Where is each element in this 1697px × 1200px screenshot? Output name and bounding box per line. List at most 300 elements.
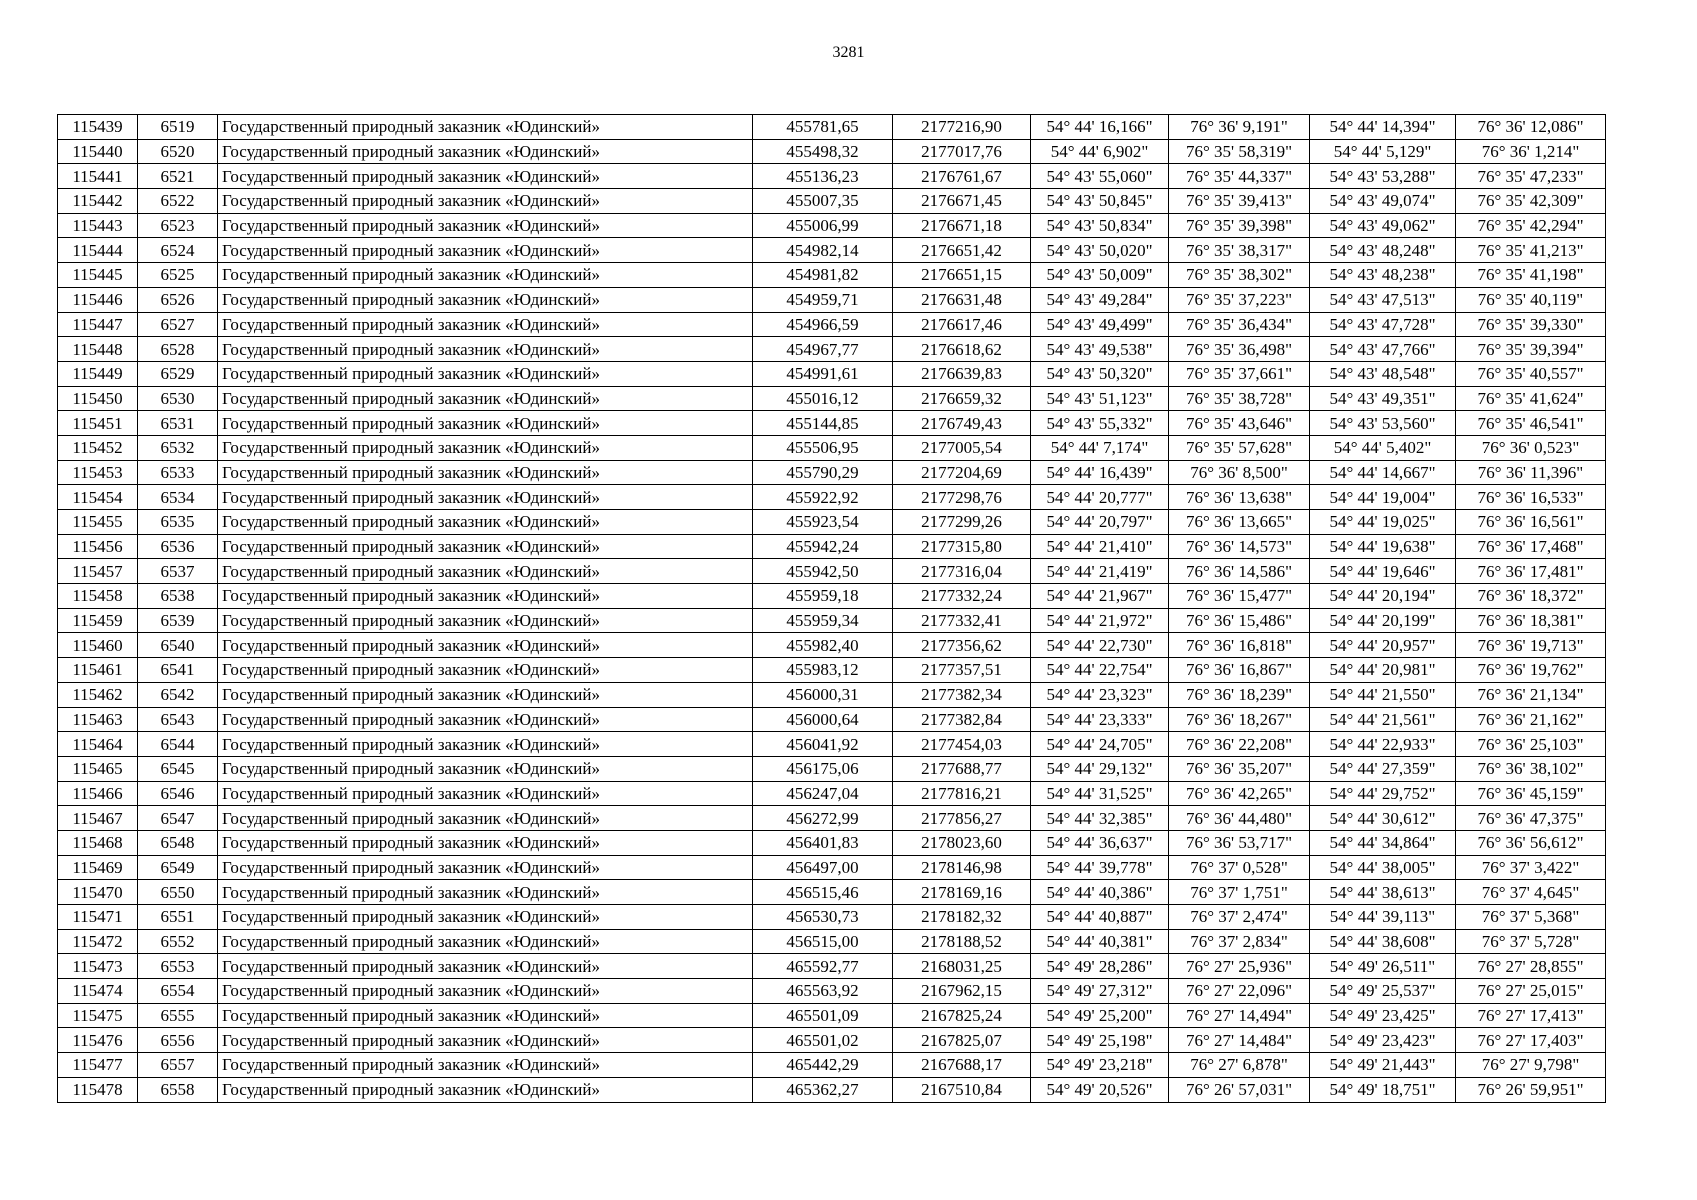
- cell-record-id: 115441: [58, 164, 138, 189]
- table-row: [58, 312, 1606, 337]
- cell-longitude-1: 76° 35' 58,319": [1169, 139, 1310, 164]
- cell-longitude-2: 76° 27' 25,015": [1456, 979, 1606, 1004]
- cell-coord-x: 455781,65: [753, 115, 893, 140]
- cell-object-name: Государственный природный заказник «Юдинский»: [218, 707, 753, 732]
- cell-coord-x: 455942,50: [753, 559, 893, 584]
- cell-coord-x: 465563,92: [753, 979, 893, 1004]
- cell-coord-y: 2167825,07: [893, 1028, 1031, 1053]
- cell-latitude-1: 54° 44' 16,166": [1031, 115, 1169, 140]
- cell-longitude-1: 76° 36' 16,867": [1169, 658, 1310, 683]
- cell-coord-y: 2177017,76: [893, 139, 1031, 164]
- cell-longitude-1: 76° 37' 2,474": [1169, 905, 1310, 930]
- cell-record-id: 115464: [58, 732, 138, 757]
- cell-longitude-1: 76° 27' 14,484": [1169, 1028, 1310, 1053]
- cell-coord-y: 2177298,76: [893, 485, 1031, 510]
- cell-coord-x: 456247,04: [753, 781, 893, 806]
- table-row: [58, 510, 1606, 535]
- cell-object-name: Государственный природный заказник «Юдинский»: [218, 485, 753, 510]
- table-row: [58, 830, 1606, 855]
- cell-object-name: Государственный природный заказник «Юдинский»: [218, 954, 753, 979]
- cell-object-name: Государственный природный заказник «Юдинский»: [218, 781, 753, 806]
- cell-latitude-1: 54° 44' 40,381": [1031, 929, 1169, 954]
- table-row: [58, 732, 1606, 757]
- cell-object-name: Государственный природный заказник «Юдинский»: [218, 608, 753, 633]
- table-row: [58, 584, 1606, 609]
- cell-object-name: Государственный природный заказник «Юдинский»: [218, 658, 753, 683]
- cell-coord-y: 2178023,60: [893, 830, 1031, 855]
- cell-coord-y: 2176659,32: [893, 386, 1031, 411]
- cell-latitude-2: 54° 43' 47,513": [1310, 287, 1456, 312]
- cell-point-number: 6549: [138, 855, 218, 880]
- cell-latitude-2: 54° 44' 19,646": [1310, 559, 1456, 584]
- cell-coord-x: 455983,12: [753, 658, 893, 683]
- cell-point-number: 6524: [138, 238, 218, 263]
- cell-record-id: 115445: [58, 263, 138, 288]
- cell-record-id: 115461: [58, 658, 138, 683]
- cell-object-name: Государственный природный заказник «Юдинский»: [218, 238, 753, 263]
- cell-latitude-2: 54° 44' 20,199": [1310, 608, 1456, 633]
- cell-point-number: 6538: [138, 584, 218, 609]
- table-row: [58, 460, 1606, 485]
- cell-latitude-2: 54° 44' 20,194": [1310, 584, 1456, 609]
- cell-latitude-1: 54° 44' 20,797": [1031, 510, 1169, 535]
- table-row: [58, 238, 1606, 263]
- cell-latitude-2: 54° 44' 29,752": [1310, 781, 1456, 806]
- cell-coord-x: 455790,29: [753, 460, 893, 485]
- cell-latitude-1: 54° 44' 22,730": [1031, 633, 1169, 658]
- cell-latitude-2: 54° 44' 22,933": [1310, 732, 1456, 757]
- cell-longitude-2: 76° 35' 42,309": [1456, 189, 1606, 214]
- cell-longitude-1: 76° 36' 18,239": [1169, 682, 1310, 707]
- cell-longitude-1: 76° 36' 42,265": [1169, 781, 1310, 806]
- cell-record-id: 115446: [58, 287, 138, 312]
- cell-latitude-1: 54° 44' 22,754": [1031, 658, 1169, 683]
- table-row: [58, 880, 1606, 905]
- cell-longitude-1: 76° 36' 53,717": [1169, 830, 1310, 855]
- cell-coord-y: 2178146,98: [893, 855, 1031, 880]
- cell-latitude-2: 54° 44' 34,864": [1310, 830, 1456, 855]
- table-row: [58, 164, 1606, 189]
- cell-point-number: 6557: [138, 1053, 218, 1078]
- table-row: [58, 954, 1606, 979]
- cell-coord-y: 2167688,17: [893, 1053, 1031, 1078]
- cell-point-number: 6550: [138, 880, 218, 905]
- table-row: [58, 559, 1606, 584]
- cell-point-number: 6535: [138, 510, 218, 535]
- page-number: 3281: [832, 44, 865, 61]
- cell-latitude-1: 54° 44' 31,525": [1031, 781, 1169, 806]
- cell-latitude-1: 54° 43' 55,060": [1031, 164, 1169, 189]
- cell-longitude-1: 76° 35' 36,434": [1169, 312, 1310, 337]
- cell-object-name: Государственный природный заказник «Юдинский»: [218, 584, 753, 609]
- cell-longitude-1: 76° 35' 44,337": [1169, 164, 1310, 189]
- cell-record-id: 115472: [58, 929, 138, 954]
- cell-longitude-1: 76° 35' 36,498": [1169, 337, 1310, 362]
- cell-latitude-2: 54° 49' 23,423": [1310, 1028, 1456, 1053]
- cell-longitude-1: 76° 27' 6,878": [1169, 1053, 1310, 1078]
- cell-latitude-1: 54° 43' 50,845": [1031, 189, 1169, 214]
- cell-coord-x: 455498,32: [753, 139, 893, 164]
- cell-coord-y: 2177454,03: [893, 732, 1031, 757]
- cell-coord-y: 2177688,77: [893, 756, 1031, 781]
- cell-latitude-2: 54° 43' 47,766": [1310, 337, 1456, 362]
- cell-longitude-1: 76° 35' 38,728": [1169, 386, 1310, 411]
- cell-record-id: 115476: [58, 1028, 138, 1053]
- cell-object-name: Государственный природный заказник «Юдинский»: [218, 1003, 753, 1028]
- cell-longitude-2: 76° 35' 39,330": [1456, 312, 1606, 337]
- cell-coord-y: 2177316,04: [893, 559, 1031, 584]
- table-row: [58, 905, 1606, 930]
- cell-latitude-1: 54° 44' 24,705": [1031, 732, 1169, 757]
- cell-point-number: 6528: [138, 337, 218, 362]
- cell-point-number: 6526: [138, 287, 218, 312]
- cell-record-id: 115475: [58, 1003, 138, 1028]
- cell-point-number: 6527: [138, 312, 218, 337]
- cell-coord-y: 2178169,16: [893, 880, 1031, 905]
- cell-point-number: 6529: [138, 361, 218, 386]
- cell-longitude-2: 76° 37' 3,422": [1456, 855, 1606, 880]
- cell-latitude-1: 54° 44' 21,410": [1031, 534, 1169, 559]
- cell-point-number: 6521: [138, 164, 218, 189]
- cell-coord-x: 455922,92: [753, 485, 893, 510]
- cell-coord-x: 456041,92: [753, 732, 893, 757]
- table-row: [58, 337, 1606, 362]
- cell-coord-x: 465362,27: [753, 1077, 893, 1102]
- cell-point-number: 6520: [138, 139, 218, 164]
- table-row: [58, 608, 1606, 633]
- cell-longitude-1: 76° 27' 14,494": [1169, 1003, 1310, 1028]
- cell-coord-y: 2176671,18: [893, 213, 1031, 238]
- cell-latitude-1: 54° 44' 40,887": [1031, 905, 1169, 930]
- cell-latitude-2: 54° 49' 23,425": [1310, 1003, 1456, 1028]
- cell-coord-y: 2177216,90: [893, 115, 1031, 140]
- cell-record-id: 115449: [58, 361, 138, 386]
- cell-point-number: 6558: [138, 1077, 218, 1102]
- cell-latitude-1: 54° 49' 23,218": [1031, 1053, 1169, 1078]
- cell-latitude-1: 54° 43' 55,332": [1031, 411, 1169, 436]
- cell-record-id: 115466: [58, 781, 138, 806]
- cell-longitude-2: 76° 36' 17,481": [1456, 559, 1606, 584]
- cell-latitude-2: 54° 44' 30,612": [1310, 806, 1456, 831]
- cell-longitude-2: 76° 35' 47,233": [1456, 164, 1606, 189]
- cell-point-number: 6537: [138, 559, 218, 584]
- cell-latitude-1: 54° 44' 16,439": [1031, 460, 1169, 485]
- cell-longitude-1: 76° 36' 13,638": [1169, 485, 1310, 510]
- cell-point-number: 6536: [138, 534, 218, 559]
- cell-point-number: 6553: [138, 954, 218, 979]
- table-row: [58, 855, 1606, 880]
- cell-coord-x: 455982,40: [753, 633, 893, 658]
- cell-longitude-2: 76° 27' 17,413": [1456, 1003, 1606, 1028]
- cell-coord-x: 455506,95: [753, 435, 893, 460]
- cell-longitude-1: 76° 26' 57,031": [1169, 1077, 1310, 1102]
- cell-point-number: 6551: [138, 905, 218, 930]
- cell-latitude-1: 54° 43' 49,284": [1031, 287, 1169, 312]
- cell-object-name: Государственный природный заказник «Юдинский»: [218, 1028, 753, 1053]
- cell-longitude-2: 76° 35' 41,213": [1456, 238, 1606, 263]
- cell-latitude-2: 54° 49' 18,751": [1310, 1077, 1456, 1102]
- table-row: [58, 979, 1606, 1004]
- cell-record-id: 115455: [58, 510, 138, 535]
- cell-longitude-2: 76° 35' 40,557": [1456, 361, 1606, 386]
- cell-coord-y: 2177356,62: [893, 633, 1031, 658]
- cell-point-number: 6540: [138, 633, 218, 658]
- cell-latitude-2: 54° 44' 5,402": [1310, 435, 1456, 460]
- cell-latitude-2: 54° 43' 48,548": [1310, 361, 1456, 386]
- cell-point-number: 6532: [138, 435, 218, 460]
- cell-point-number: 6533: [138, 460, 218, 485]
- cell-coord-y: 2176671,45: [893, 189, 1031, 214]
- cell-object-name: Государственный природный заказник «Юдинский»: [218, 559, 753, 584]
- cell-coord-y: 2177816,21: [893, 781, 1031, 806]
- cell-coord-x: 454967,77: [753, 337, 893, 362]
- cell-latitude-1: 54° 49' 25,200": [1031, 1003, 1169, 1028]
- cell-object-name: Государственный природный заказник «Юдинский»: [218, 263, 753, 288]
- cell-longitude-2: 76° 36' 38,102": [1456, 756, 1606, 781]
- table-row: [58, 633, 1606, 658]
- cell-longitude-1: 76° 27' 25,936": [1169, 954, 1310, 979]
- cell-object-name: Государственный природный заказник «Юдинский»: [218, 929, 753, 954]
- table-row: [58, 756, 1606, 781]
- cell-object-name: Государственный природный заказник «Юдинский»: [218, 806, 753, 831]
- cell-point-number: 6545: [138, 756, 218, 781]
- cell-coord-y: 2177856,27: [893, 806, 1031, 831]
- cell-coord-y: 2167825,24: [893, 1003, 1031, 1028]
- cell-object-name: Государственный природный заказник «Юдинский»: [218, 979, 753, 1004]
- cell-longitude-1: 76° 35' 57,628": [1169, 435, 1310, 460]
- table-row: [58, 707, 1606, 732]
- cell-coord-x: 456272,99: [753, 806, 893, 831]
- cell-longitude-1: 76° 35' 38,317": [1169, 238, 1310, 263]
- cell-object-name: Государственный природный заказник «Юдинский»: [218, 1077, 753, 1102]
- table-row: [58, 1053, 1606, 1078]
- cell-record-id: 115444: [58, 238, 138, 263]
- cell-coord-x: 465501,02: [753, 1028, 893, 1053]
- cell-coord-x: 455006,99: [753, 213, 893, 238]
- cell-latitude-2: 54° 44' 38,613": [1310, 880, 1456, 905]
- table-body: [58, 115, 1606, 1103]
- cell-longitude-1: 76° 36' 15,477": [1169, 584, 1310, 609]
- table-row: [58, 682, 1606, 707]
- cell-longitude-1: 76° 35' 38,302": [1169, 263, 1310, 288]
- cell-record-id: 115439: [58, 115, 138, 140]
- table-row: [58, 263, 1606, 288]
- cell-object-name: Государственный природный заказник «Юдинский»: [218, 213, 753, 238]
- cell-record-id: 115468: [58, 830, 138, 855]
- cell-latitude-1: 54° 44' 36,637": [1031, 830, 1169, 855]
- cell-coord-x: 456530,73: [753, 905, 893, 930]
- cell-latitude-1: 54° 44' 39,778": [1031, 855, 1169, 880]
- cell-record-id: 115457: [58, 559, 138, 584]
- cell-point-number: 6543: [138, 707, 218, 732]
- cell-latitude-1: 54° 43' 50,834": [1031, 213, 1169, 238]
- cell-coord-y: 2177382,34: [893, 682, 1031, 707]
- cell-record-id: 115478: [58, 1077, 138, 1102]
- table-row: [58, 139, 1606, 164]
- cell-point-number: 6522: [138, 189, 218, 214]
- cell-longitude-2: 76° 36' 1,214": [1456, 139, 1606, 164]
- cell-latitude-2: 54° 44' 19,638": [1310, 534, 1456, 559]
- table-row: [58, 781, 1606, 806]
- cell-longitude-2: 76° 35' 46,541": [1456, 411, 1606, 436]
- cell-coord-x: 455942,24: [753, 534, 893, 559]
- cell-object-name: Государственный природный заказник «Юдинский»: [218, 287, 753, 312]
- cell-record-id: 115471: [58, 905, 138, 930]
- cell-object-name: Государственный природный заказник «Юдинский»: [218, 361, 753, 386]
- cell-longitude-2: 76° 36' 17,468": [1456, 534, 1606, 559]
- cell-latitude-1: 54° 43' 50,320": [1031, 361, 1169, 386]
- cell-longitude-2: 76° 36' 19,713": [1456, 633, 1606, 658]
- cell-longitude-2: 76° 36' 16,561": [1456, 510, 1606, 535]
- cell-longitude-1: 76° 36' 35,207": [1169, 756, 1310, 781]
- cell-latitude-1: 54° 43' 49,538": [1031, 337, 1169, 362]
- cell-point-number: 6555: [138, 1003, 218, 1028]
- table-row: [58, 386, 1606, 411]
- cell-record-id: 115460: [58, 633, 138, 658]
- cell-longitude-2: 76° 35' 40,119": [1456, 287, 1606, 312]
- cell-coord-x: 465592,77: [753, 954, 893, 979]
- cell-record-id: 115440: [58, 139, 138, 164]
- cell-record-id: 115459: [58, 608, 138, 633]
- cell-longitude-2: 76° 35' 42,294": [1456, 213, 1606, 238]
- cell-longitude-1: 76° 36' 14,573": [1169, 534, 1310, 559]
- cell-record-id: 115448: [58, 337, 138, 362]
- cell-longitude-2: 76° 36' 11,396": [1456, 460, 1606, 485]
- cell-longitude-2: 76° 36' 47,375": [1456, 806, 1606, 831]
- cell-coord-y: 2176631,48: [893, 287, 1031, 312]
- cell-coord-x: 455959,18: [753, 584, 893, 609]
- cell-point-number: 6519: [138, 115, 218, 140]
- cell-record-id: 115456: [58, 534, 138, 559]
- table-row: [58, 485, 1606, 510]
- cell-latitude-1: 54° 44' 40,386": [1031, 880, 1169, 905]
- cell-latitude-1: 54° 43' 49,499": [1031, 312, 1169, 337]
- table-row: [58, 929, 1606, 954]
- cell-coord-y: 2177332,41: [893, 608, 1031, 633]
- cell-object-name: Государственный природный заказник «Юдинский»: [218, 312, 753, 337]
- cell-coord-y: 2177357,51: [893, 658, 1031, 683]
- cell-longitude-1: 76° 35' 43,646": [1169, 411, 1310, 436]
- cell-coord-x: 465442,29: [753, 1053, 893, 1078]
- table-row: [58, 213, 1606, 238]
- cell-point-number: 6556: [138, 1028, 218, 1053]
- cell-point-number: 6544: [138, 732, 218, 757]
- cell-latitude-1: 54° 44' 6,902": [1031, 139, 1169, 164]
- cell-latitude-2: 54° 44' 39,113": [1310, 905, 1456, 930]
- cell-coord-x: 456175,06: [753, 756, 893, 781]
- cell-point-number: 6531: [138, 411, 218, 436]
- cell-coord-y: 2177299,26: [893, 510, 1031, 535]
- cell-object-name: Государственный природный заказник «Юдинский»: [218, 411, 753, 436]
- cell-latitude-1: 54° 49' 25,198": [1031, 1028, 1169, 1053]
- cell-longitude-1: 76° 36' 18,267": [1169, 707, 1310, 732]
- cell-latitude-2: 54° 44' 19,004": [1310, 485, 1456, 510]
- cell-latitude-2: 54° 43' 48,238": [1310, 263, 1456, 288]
- cell-object-name: Государственный природный заказник «Юдинский»: [218, 534, 753, 559]
- cell-point-number: 6534: [138, 485, 218, 510]
- cell-latitude-2: 54° 43' 53,288": [1310, 164, 1456, 189]
- cell-latitude-1: 54° 49' 20,526": [1031, 1077, 1169, 1102]
- cell-longitude-2: 76° 27' 9,798": [1456, 1053, 1606, 1078]
- cell-record-id: 115470: [58, 880, 138, 905]
- cell-latitude-2: 54° 49' 25,537": [1310, 979, 1456, 1004]
- cell-coord-x: 455007,35: [753, 189, 893, 214]
- cell-coord-y: 2167510,84: [893, 1077, 1031, 1102]
- cell-point-number: 6530: [138, 386, 218, 411]
- cell-object-name: Государственный природный заказник «Юдинский»: [218, 756, 753, 781]
- cell-latitude-1: 54° 44' 23,333": [1031, 707, 1169, 732]
- cell-coord-x: 454991,61: [753, 361, 893, 386]
- cell-coord-y: 2178188,52: [893, 929, 1031, 954]
- cell-longitude-1: 76° 35' 39,398": [1169, 213, 1310, 238]
- table-row: [58, 1003, 1606, 1028]
- cell-point-number: 6525: [138, 263, 218, 288]
- cell-object-name: Государственный природный заказник «Юдинский»: [218, 682, 753, 707]
- cell-object-name: Государственный природный заказник «Юдинский»: [218, 855, 753, 880]
- cell-object-name: Государственный природный заказник «Юдинский»: [218, 460, 753, 485]
- cell-latitude-1: 54° 44' 21,972": [1031, 608, 1169, 633]
- cell-object-name: Государственный природный заказник «Юдинский»: [218, 880, 753, 905]
- cell-latitude-1: 54° 44' 20,777": [1031, 485, 1169, 510]
- cell-longitude-2: 76° 37' 5,368": [1456, 905, 1606, 930]
- cell-longitude-2: 76° 36' 21,134": [1456, 682, 1606, 707]
- cell-record-id: 115453: [58, 460, 138, 485]
- table-row: [58, 287, 1606, 312]
- cell-object-name: Государственный природный заказник «Юдинский»: [218, 164, 753, 189]
- cell-point-number: 6523: [138, 213, 218, 238]
- cell-latitude-1: 54° 43' 50,020": [1031, 238, 1169, 263]
- cell-latitude-2: 54° 44' 14,394": [1310, 115, 1456, 140]
- cell-coord-x: 455136,23: [753, 164, 893, 189]
- cell-coord-y: 2176749,43: [893, 411, 1031, 436]
- cell-longitude-1: 76° 36' 22,208": [1169, 732, 1310, 757]
- cell-latitude-2: 54° 49' 26,511": [1310, 954, 1456, 979]
- cell-coord-y: 2177315,80: [893, 534, 1031, 559]
- table-row: [58, 1077, 1606, 1102]
- cell-coord-y: 2176639,83: [893, 361, 1031, 386]
- cell-coord-y: 2167962,15: [893, 979, 1031, 1004]
- cell-latitude-1: 54° 49' 27,312": [1031, 979, 1169, 1004]
- cell-coord-x: 456515,00: [753, 929, 893, 954]
- cell-coord-y: 2177204,69: [893, 460, 1031, 485]
- cell-longitude-2: 76° 36' 45,159": [1456, 781, 1606, 806]
- cell-longitude-2: 76° 36' 21,162": [1456, 707, 1606, 732]
- cell-record-id: 115452: [58, 435, 138, 460]
- cell-longitude-2: 76° 36' 12,086": [1456, 115, 1606, 140]
- cell-point-number: 6547: [138, 806, 218, 831]
- cell-latitude-1: 54° 44' 29,132": [1031, 756, 1169, 781]
- cell-record-id: 115451: [58, 411, 138, 436]
- cell-object-name: Государственный природный заказник «Юдинский»: [218, 732, 753, 757]
- cell-object-name: Государственный природный заказник «Юдинский»: [218, 633, 753, 658]
- table-row: [58, 361, 1606, 386]
- cell-latitude-2: 54° 43' 49,062": [1310, 213, 1456, 238]
- cell-coord-y: 2177332,24: [893, 584, 1031, 609]
- cell-latitude-1: 54° 49' 28,286": [1031, 954, 1169, 979]
- cell-record-id: 115474: [58, 979, 138, 1004]
- cell-coord-y: 2176761,67: [893, 164, 1031, 189]
- cell-latitude-2: 54° 44' 38,608": [1310, 929, 1456, 954]
- cell-point-number: 6541: [138, 658, 218, 683]
- cell-longitude-2: 76° 35' 41,198": [1456, 263, 1606, 288]
- cell-record-id: 115458: [58, 584, 138, 609]
- cell-latitude-1: 54° 44' 21,419": [1031, 559, 1169, 584]
- cell-object-name: Государственный природный заказник «Юдинский»: [218, 189, 753, 214]
- cell-longitude-2: 76° 36' 56,612": [1456, 830, 1606, 855]
- cell-record-id: 115463: [58, 707, 138, 732]
- cell-coord-y: 2177005,54: [893, 435, 1031, 460]
- cell-latitude-2: 54° 43' 53,560": [1310, 411, 1456, 436]
